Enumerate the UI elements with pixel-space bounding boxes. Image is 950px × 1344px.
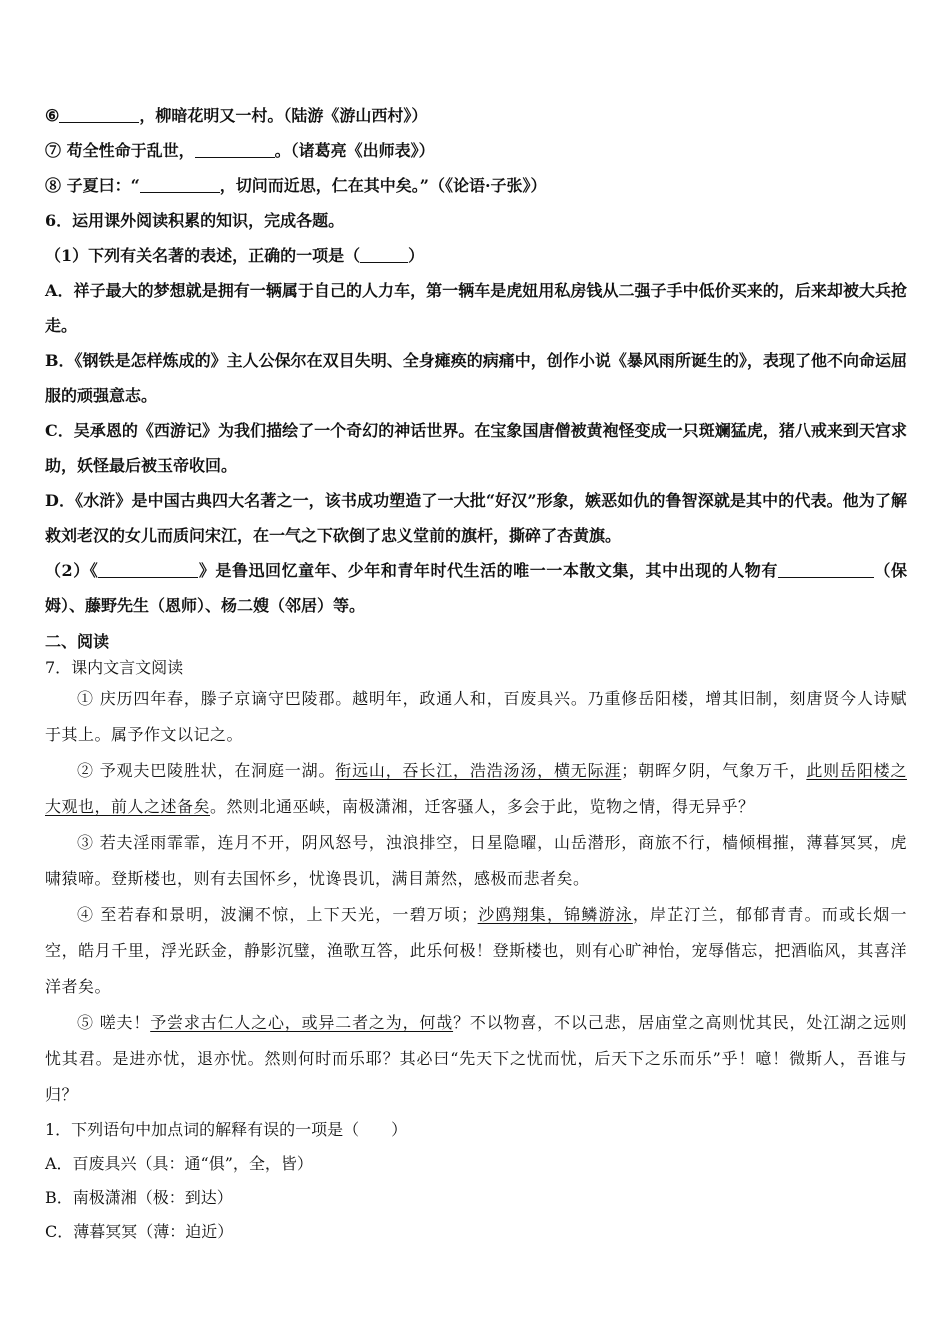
passage-text: ；朝晖夕阴，气象万千， bbox=[621, 761, 807, 780]
passage-paragraph-1: ① 庆历四年春，滕子京谪守巴陵郡。越明年，政通人和，百废具兴。乃重修岳阳楼，增其旧制，刻唐贤今人诗赋于其上。属予作文以记之。 bbox=[45, 689, 907, 744]
option-c: C．吴承恩的《西游记》为我们描绘了一个奇幻的神话世界。在宝象国唐僧被黄袍怪变成一只斑斓猛虎，猪八戒来到天宫求助，妖怪最后被玉帝收回。 bbox=[45, 421, 907, 475]
fill-line-7 bbox=[45, 133, 907, 168]
question-6-sub1 bbox=[45, 238, 907, 273]
line-text: ⑧ 子夏曰：“ bbox=[45, 176, 140, 195]
sub2-text: 》是鲁迅回忆童年、少年和青年时代生活的唯一一本散文集，其中出现的人物有 bbox=[198, 561, 778, 580]
question-6-title: 6．运用课外阅读积累的知识，完成各题。 bbox=[45, 211, 345, 230]
sub2-text: （2）《 bbox=[45, 561, 99, 580]
passage-text: ④ 至若春和景明，波澜不惊，上下天光，一碧万顷； bbox=[77, 905, 478, 924]
passage-text: 。然则北通巫峡，南极潇湘，迁客骚人，多会于此，览物之情，得无异乎？ bbox=[210, 797, 755, 816]
passage-paragraph-2 bbox=[45, 753, 907, 825]
answer-blank[interactable] bbox=[195, 139, 275, 158]
sub-question-1: 1．下列语句中加点词的解释有误的一项是（ ） bbox=[45, 1120, 408, 1139]
underlined-sentence: 衔远山，吞长江，浩浩汤汤，横无际涯 bbox=[335, 761, 622, 780]
underlined-sentence: 予尝求古仁人之心，或异二者之为，何哉 bbox=[150, 1013, 454, 1032]
circle-number-6: ⑥ bbox=[45, 106, 60, 125]
passage-text: ② 予观夫巴陵胜状，在洞庭一湖。 bbox=[77, 761, 336, 780]
passage-text: ，岸芷汀兰，郁郁青青。而或长烟一空，皓月千里，浮光跃金，静影沉璧，渔歌互答，此乐何极！登斯楼也，则有心旷神怡，宠辱偕忘，把酒临风，其喜洋洋者矣。 bbox=[45, 905, 907, 996]
line-text: ⑦ 苟全性命于乱世， bbox=[45, 141, 195, 160]
underlined-sentence: 沙鸥翔集，锦鳞游泳 bbox=[477, 905, 633, 924]
line-text: 。（诸葛亮《出师表》） bbox=[274, 141, 435, 160]
passage-text: ？不以物喜，不以己悲，居庙堂之高则忧其民，处江湖之远则忧其君。是进亦忧，退亦忧。然则何时而乐耶？其必曰“先天下之忧而忧，后天下之乐而乐”乎！噫！微斯人，吾谁与归？ bbox=[45, 1013, 907, 1104]
document-page bbox=[45, 98, 907, 1249]
sub2-text: （保姆）、藤野先生（恩师）、杨二嫂（邻居）等。 bbox=[45, 561, 907, 615]
question-6-sub2 bbox=[45, 553, 907, 623]
choice-b[interactable]: B．南极潇湘（极：到达） bbox=[45, 1188, 233, 1207]
option-b: B．《钢铁是怎样炼成的》主人公保尔在双目失明、全身瘫痪的病痛中，创作小说《暴风雨所诞生的》，表现了他不向命运屈服的顽强意志。 bbox=[45, 351, 907, 405]
sub1-text: （1）下列有关名著的表述，正确的一项是（ bbox=[45, 246, 361, 265]
answer-blank[interactable] bbox=[360, 244, 408, 263]
line-text: ，柳暗花明又一村。（陆游《游山西村》） bbox=[139, 106, 428, 125]
line-text: ，切问而近思，仁在其中矣。”（《论语·子张》） bbox=[219, 176, 547, 195]
section-heading: 二、阅读 bbox=[45, 632, 110, 651]
answer-blank[interactable] bbox=[98, 559, 198, 578]
question-7-title: 7．课内文言文阅读 bbox=[45, 658, 184, 677]
underlined-sentence: 此则岳阳楼之大观也，前人之述备矣 bbox=[45, 761, 907, 816]
passage-paragraph-3: ③ 若夫淫雨霏霏，连月不开，阴风怒号，浊浪排空，日星隐曜，山岳潜形，商旅不行，樯倾楫摧，薄暮冥冥，虎啸猿啼。登斯楼也，则有去国怀乡，忧谗畏讥，满目萧然，感极而悲者矣。 bbox=[45, 833, 907, 888]
choice-c[interactable]: C．薄暮冥冥（薄：迫近） bbox=[45, 1222, 234, 1241]
answer-blank[interactable] bbox=[778, 559, 874, 578]
passage-paragraph-5 bbox=[45, 1005, 907, 1113]
option-a: A．祥子最大的梦想就是拥有一辆属于自己的人力车，第一辆车是虎妞用私房钱从二强子手中低价买来的，后来却被大兵抢走。 bbox=[45, 281, 907, 335]
sub1-close: ） bbox=[408, 246, 425, 265]
passage-text: ⑤ 嗟夫！ bbox=[77, 1013, 151, 1032]
fill-line-6 bbox=[45, 98, 907, 133]
fill-line-8 bbox=[45, 168, 907, 203]
answer-blank[interactable] bbox=[59, 104, 139, 123]
choice-a[interactable]: A．百废具兴（具：通“俱”，全，皆） bbox=[45, 1154, 313, 1173]
passage-paragraph-4 bbox=[45, 897, 907, 1005]
answer-blank[interactable] bbox=[140, 174, 220, 193]
option-d: D．《水浒》是中国古典四大名著之一，该书成功塑造了一大批“好汉”形象，嫉恶如仇的鲁智深就是其中的代表。他为了解救刘老汉的女儿而质问宋江，在一气之下砍倒了忠义堂前的旗杆，撕碎了杏黄旗。 bbox=[45, 491, 907, 545]
